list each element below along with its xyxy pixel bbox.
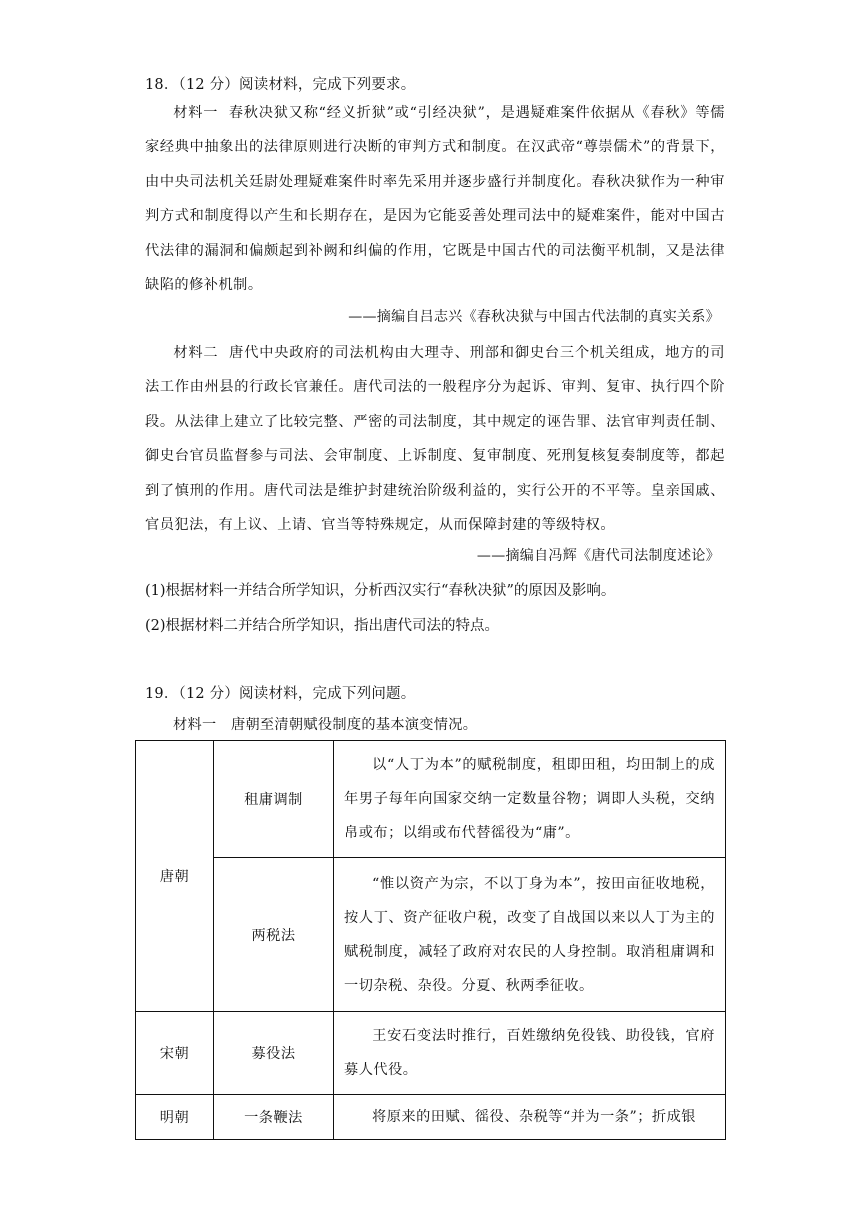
system-cell: 一条鞭法 <box>214 1095 334 1140</box>
q18-heading: 18．（12 分）阅读材料，完成下列要求。 <box>145 77 416 93</box>
q18-material1-text: 材料一 春秋决狱又称“经义折狱”或“引经决狱”，是遇疑难案件依据从《春秋》等儒家经典中抽象出的法律原则进行决断的审判方式和制度。在汉武帝“尊崇儒术”的背景下，由中央司法机关廷尉处理疑难案件时率先采用并逐步盛行并制度化。春秋决狱作为一种审判方式和制度得以产生和长期存在，是因为它能妥善处理司法中的疑难案件，能对中国古代法律的漏洞和偏颇起到补阙和纠偏的作用，它既是中国古代的司法衡平机制，又是法律缺陷的修补机制。 <box>145 105 725 294</box>
dynasty-cell-ming: 明朝 <box>136 1095 214 1140</box>
desc-cell: “惟以资产为宗，不以丁身为本”，按田亩征收地税，按人丁、资产征收户税，改变了自战国以来以人丁为主的赋税制度，减轻了政府对农民的人身控制。取消租庸调和一切杂税、杂役。分夏、秋两季征收。 <box>334 858 726 1012</box>
q18-question-1: (1)根据材料一并结合所学知识，分析西汉实行“春秋决狱”的原因及影响。 <box>145 583 616 599</box>
dynasty-cell-song: 宋朝 <box>136 1012 214 1095</box>
desc-cell: 将原来的田赋、徭役、杂税等“并为一条”；折成银 <box>334 1095 726 1140</box>
material1-label: 材料一 <box>173 105 219 121</box>
table-row <box>136 858 726 1012</box>
tax-system-table <box>135 740 726 1140</box>
q18-material2-source: ——摘编自冯辉《唐代司法制度述论》 <box>476 548 720 564</box>
system-cell: 租庸调制 <box>214 741 334 858</box>
table-row <box>136 1095 726 1140</box>
q19-heading: 19．（12 分）阅读材料，完成下列问题。 <box>145 686 416 702</box>
q18-question-2: (2)根据材料二并结合所学知识，指出唐代司法的特点。 <box>145 618 500 634</box>
desc-cell: 以“人丁为本”的赋税制度，租即田租，均田制上的成年男子每年向国家交纳一定数量谷物；调即人头税，交纳帛或布；以绢或布代替徭役为“庸”。 <box>334 741 726 858</box>
q18-material1-source: ——摘编自吕志兴《春秋决狱与中国古代法制的真实关系》 <box>348 309 720 325</box>
dynasty-cell-tang: 唐朝 <box>136 741 214 1012</box>
desc-cell: 王安石变法时推行，百姓缴纳免役钱、助役钱，官府募人代役。 <box>334 1012 726 1095</box>
system-cell: 募役法 <box>214 1012 334 1095</box>
table-row <box>136 1012 726 1095</box>
q19-material1-title: 材料一 唐朝至清朝赋役制度的基本演变情况。 <box>173 717 478 733</box>
material2-label: 材料二 <box>173 345 219 361</box>
q18-material2-text: 材料二 唐代中央政府的司法机构由大理寺、刑部和御史台三个机关组成，地方的司法工作由州县的行政长官兼任。唐代司法的一般程序分为起诉、审判、复审、执行四个阶段。从法律上建立了比较完整、严密的司法制度，其中规定的诬告罪、法官审判责任制、御史台官员监督参与司法、会审制度、上诉制度、复审制度、死刑复核复奏制度等，都起到了慎刑的作用。唐代司法是维护封建统治阶级利益的，实行公开的不平等。皇亲国戚、官员犯法，有上议、上请、官当等特殊规定，从而保障封建的等级特权。 <box>145 345 725 534</box>
system-cell: 两税法 <box>214 858 334 1012</box>
table-row <box>136 741 726 858</box>
